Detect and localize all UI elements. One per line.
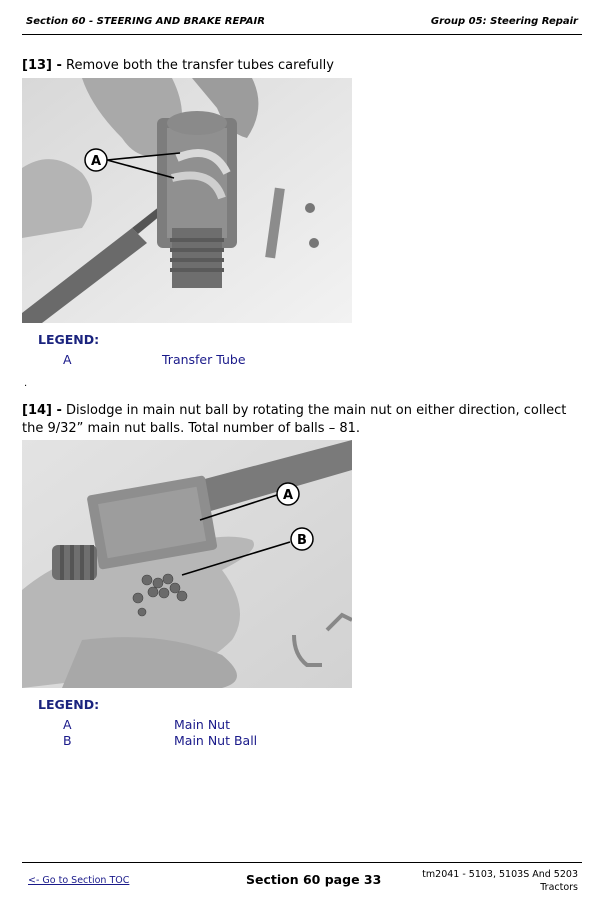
legend-1-key-a: A bbox=[63, 352, 72, 367]
header-rule bbox=[22, 34, 582, 35]
legend-1-label-a: Transfer Tube bbox=[162, 352, 246, 367]
footer-doc-line2: Tractors bbox=[540, 882, 578, 893]
go-to-section-toc-link[interactable]: <- Go to Section TOC bbox=[28, 875, 130, 886]
step-13-number: [13] - bbox=[22, 58, 62, 73]
step-13-text: Remove both the transfer tubes carefully bbox=[61, 58, 334, 73]
step-14-instruction bbox=[22, 402, 587, 438]
fig2-callout-a: A bbox=[282, 488, 294, 503]
header-section-title: Section 60 - STEERING AND BRAKE REPAIR bbox=[26, 16, 265, 27]
step-14-number: [14] - bbox=[22, 403, 62, 418]
figure-main-nut-balls bbox=[22, 440, 352, 688]
step-14-text: Dislodge in main nut ball by rotating the main nut on either direction, collect the 9/32” main nut balls. Total number of balls – 81. bbox=[22, 403, 567, 436]
fig2-callout-b: B bbox=[297, 533, 307, 548]
separator-dot: . bbox=[24, 378, 28, 389]
footer-rule bbox=[22, 862, 582, 863]
legend-2-title: LEGEND: bbox=[38, 697, 100, 712]
step-13-instruction bbox=[22, 57, 587, 75]
figure-transfer-tubes bbox=[22, 78, 352, 323]
legend-2-key-a: A bbox=[63, 717, 72, 732]
header-group-title: Group 05: Steering Repair bbox=[430, 16, 578, 27]
legend-1-title: LEGEND: bbox=[38, 332, 100, 347]
footer-page-number: Section 60 page 33 bbox=[246, 872, 382, 887]
footer-document-title bbox=[378, 868, 578, 894]
legend-2-key-b: B bbox=[63, 733, 72, 748]
fig1-callout-a: A bbox=[90, 154, 102, 169]
footer-doc-line1: tm2041 - 5103, 5103S And 5203 bbox=[422, 869, 578, 880]
legend-2-label-a: Main Nut bbox=[174, 717, 230, 732]
legend-2-label-b: Main Nut Ball bbox=[174, 733, 258, 748]
